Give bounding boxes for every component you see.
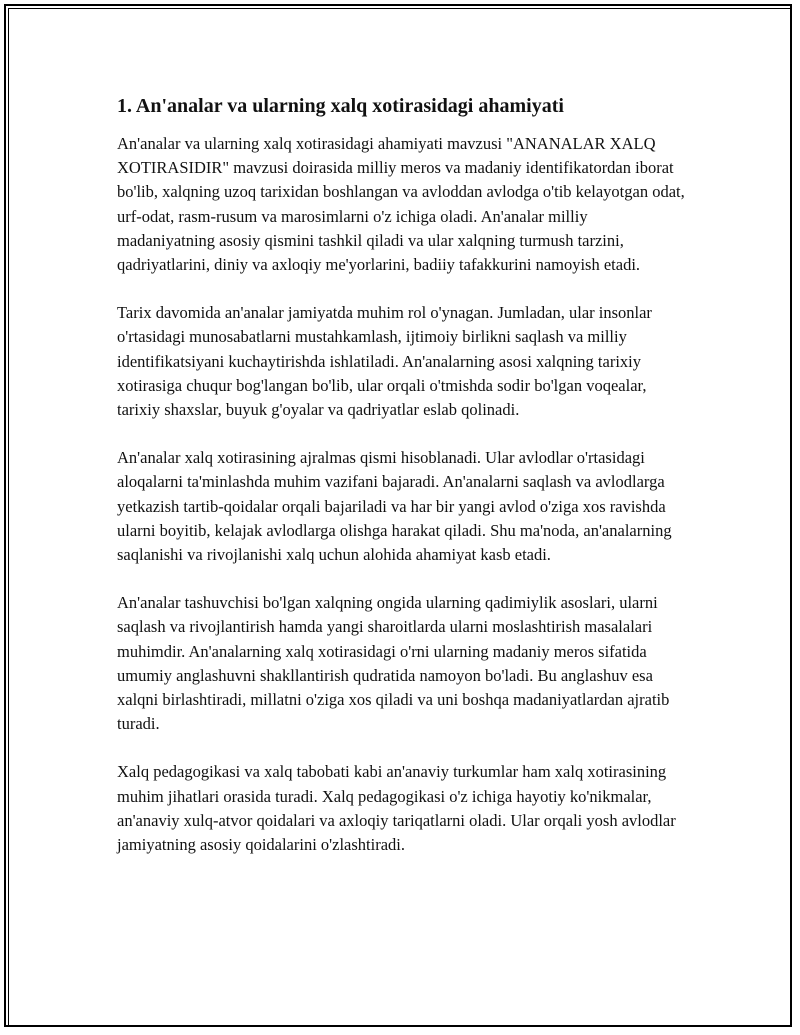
- paragraph-3: An'analar xalq xotirasining ajralmas qismi hisoblanadi. Ular avlodlar o'rtasidagi aloqalarni ta'minlashda muhim vazifani bajaradi. An'analarni saqlash va avlodlarga yetkazish tartib-qoidalar orqali bajariladi va har bir yangi avlod o'ziga xos ravishda ularni boyitib, kelajak avlodlarga olishga harakat qiladi. Shu ma'noda, an'analarning saqlanishi va rivojlanishi xalq uchun alohida ahamiyat kasb etadi.: [117, 448, 672, 565]
- paragraph-1: An'analar va ularning xalq xotirasidagi ahamiyati mavzusi "ANANALAR XALQ XOTIRASIDIR" mavzusi doirasida milliy meros va madaniy identifikatordan iborat bo'lib, xalqning uzoq tarixidan boshlangan va avloddan avlodga o'tib kelayotgan odat, urf-odat, rasm-rusum va marosimlarni o'z ichiga oladi. An'analar milliy madaniyatning asosiy qismini tashkil qiladi va ular xalqning turmush tarzini, qadriyatlarini, diniy va axloqiy me'yorlarini, badiiy tafakkurini namoyish etadi.: [117, 134, 685, 275]
- section-heading: 1. An'analar va ularning xalq xotirasidagi ahamiyati: [117, 95, 564, 117]
- document-body: [117, 92, 687, 857]
- paragraph-2: Tarix davomida an'analar jamiyatda muhim rol o'ynagan. Jumladan, ular insonlar o'rtasidagi munosabatlarni mustahkamlash, ijtimoiy birlikni saqlash va milliy identifikatsiyani kuchaytirishda ishlatiladi. An'analarning asosi xalqning tarixiy xotirasiga chuqur bog'langan bo'lib, ular orqali o'tmishda sodir bo'lgan voqealar, tarixiy shaxslar, buyuk g'oyalar va qadriyatlar eslab qolinadi.: [117, 303, 652, 420]
- paragraph-4: An'analar tashuvchisi bo'lgan xalqning ongida ularning qadimiylik asoslari, ularni saqlash va rivojlantirish hamda yangi sharoitlarda ularni moslashtirish masalalari muhimdir. An'analarning xalq xotirasidagi o'rni ularning madaniy meros sifatida umumiy anglashuvni shakllantirish qudratida namoyon bo'ladi. Bu anglashuv esa xalqni birlashtiradi, millatni o'ziga xos qiladi va uni boshqa madaniyatlardan ajratib turadi.: [117, 593, 670, 734]
- paragraph-5: Xalq pedagogikasi va xalq tabobati kabi an'anaviy turkumlar ham xalq xotirasining muhim jihatlari orasida turadi. Xalq pedagogikasi o'z ichiga hayotiy ko'nikmalar, an'anaviy xulq-atvor qoidalari va axloqiy tariqatlarni oladi. Ular orqali yosh avlodlar jamiyatning asosiy qoidalarini o'zlashtiradi.: [117, 762, 676, 855]
